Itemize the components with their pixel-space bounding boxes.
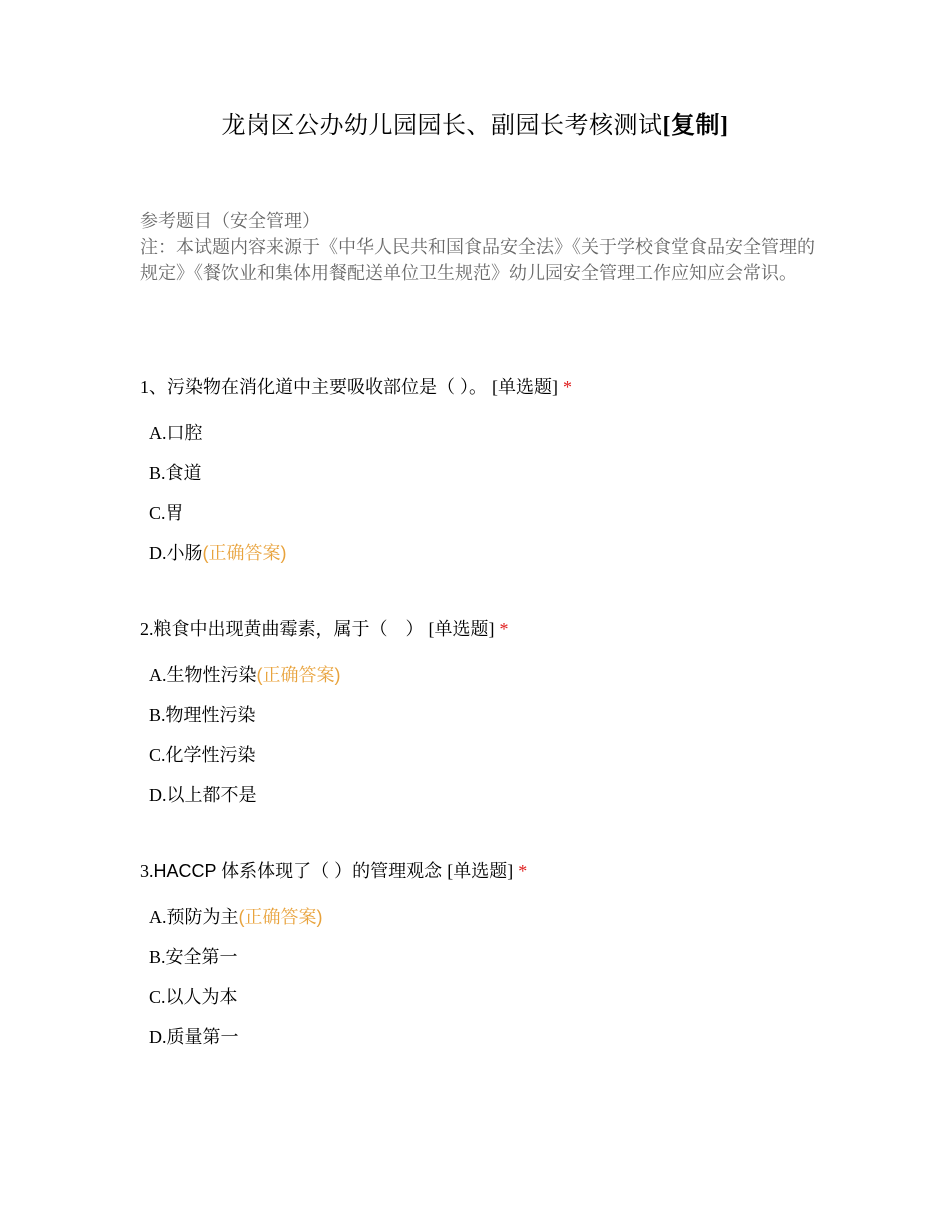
option-text: 物理性污染: [165, 705, 256, 725]
option-text: 食道: [165, 463, 202, 483]
option-c: [149, 742, 840, 782]
correct-answer-label: (正确答案): [256, 665, 341, 685]
question-title: [140, 616, 840, 642]
option-letter: B.: [149, 463, 166, 483]
option-a: [149, 420, 840, 460]
option-d: [149, 1024, 840, 1064]
option-b: [149, 944, 840, 984]
option-b: [149, 702, 840, 742]
page-title: [0, 110, 950, 142]
question-type: [单选题]: [492, 377, 559, 397]
option-letter: C.: [149, 987, 166, 1007]
question-1: [140, 374, 840, 580]
option-letter: B.: [149, 705, 166, 725]
option-letter: C.: [149, 745, 166, 765]
intro-note: 注：本试题内容来源于《中华人民共和国食品安全法》《关于学校食堂食品安全管理的规定》《餐饮业和集体用餐配送单位卫生规范》幼儿园安全管理工作应知应会常识。: [140, 237, 815, 283]
correct-answer-label: (正确答案): [238, 907, 323, 927]
question-number: 2.: [140, 619, 154, 639]
option-letter: A.: [149, 665, 167, 685]
intro-heading: 参考题目（安全管理）: [140, 211, 320, 231]
option-letter: D.: [149, 785, 167, 805]
question-title: [140, 858, 840, 884]
question-text: 污染物在消化道中主要吸收部位是（ ）。: [167, 377, 487, 397]
option-letter: D.: [149, 543, 167, 563]
intro-section: [140, 208, 820, 286]
option-text: 质量第一: [166, 1027, 239, 1047]
option-d: [149, 782, 840, 822]
question-text: 粮食中出现黄曲霉素，属于（ ）: [153, 619, 424, 639]
required-mark: *: [563, 377, 573, 397]
option-list: [149, 904, 840, 1064]
question-2: [140, 616, 840, 822]
question-type: [单选题]: [447, 861, 514, 881]
option-letter: D.: [149, 1027, 167, 1047]
option-c: [149, 984, 840, 1024]
question-text: HACCP 体系体现了（ ）的管理观念: [153, 861, 443, 881]
correct-answer-label: (正确答案): [202, 543, 287, 563]
option-letter: A.: [149, 907, 167, 927]
title-text: 龙岗区公办幼儿园园长、副园长考核测试: [221, 113, 663, 139]
question-3: [140, 858, 840, 1064]
option-b: [149, 460, 840, 500]
question-title: [140, 374, 840, 400]
option-a: [149, 662, 840, 702]
option-text: 预防为主: [166, 907, 239, 927]
title-suffix: [复制]: [662, 113, 729, 139]
option-list: [149, 662, 840, 822]
required-mark: *: [518, 861, 528, 881]
option-text: 生物性污染: [166, 665, 257, 685]
option-text: 以人为本: [165, 987, 238, 1007]
option-c: [149, 500, 840, 540]
option-letter: A.: [149, 423, 167, 443]
option-text: 小肠: [166, 543, 203, 563]
option-text: 安全第一: [165, 947, 238, 967]
option-text: 化学性污染: [165, 745, 256, 765]
option-a: [149, 904, 840, 944]
question-number: 3.: [140, 861, 154, 881]
option-text: 胃: [165, 503, 184, 523]
option-text: 以上都不是: [166, 785, 257, 805]
question-type: [单选题]: [428, 619, 495, 639]
option-d: [149, 540, 840, 580]
option-letter: C.: [149, 503, 166, 523]
option-list: [149, 420, 840, 580]
question-number: 1、: [140, 377, 167, 397]
option-text: 口腔: [166, 423, 203, 443]
required-mark: *: [499, 619, 509, 639]
option-letter: B.: [149, 947, 166, 967]
